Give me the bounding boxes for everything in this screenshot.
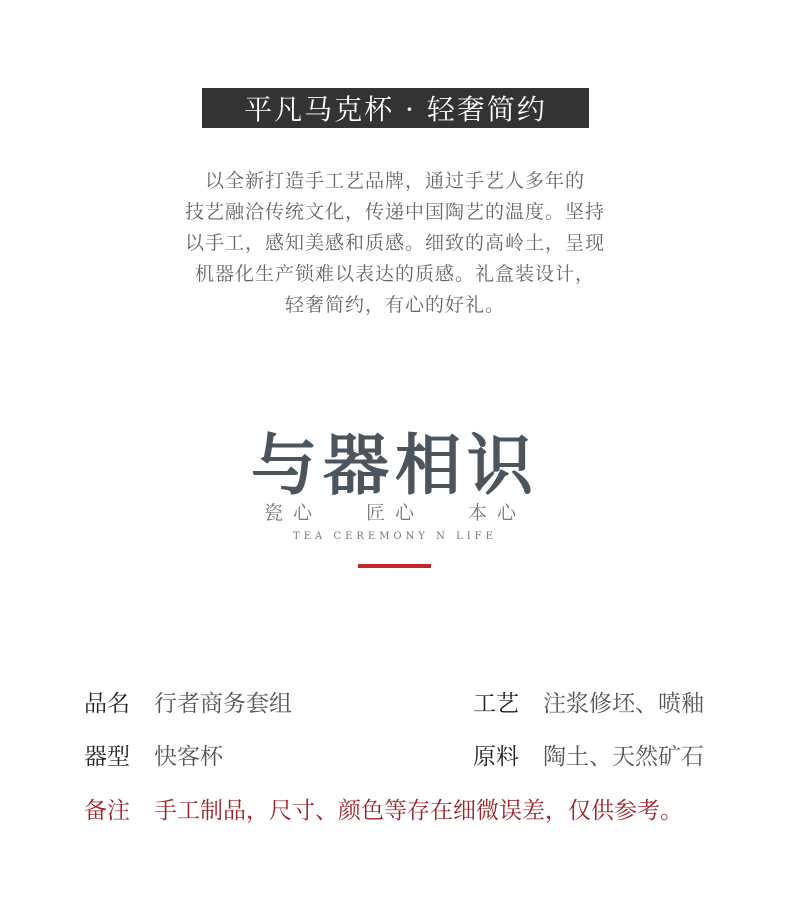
spec-key: 工艺 (473, 691, 519, 717)
tagline-item: 瓷心 (263, 502, 322, 524)
title-banner (202, 88, 589, 128)
intro-paragraph (140, 166, 650, 321)
spec-key: 器型 (84, 744, 130, 770)
intro-line: 以全新打造手工艺品牌，通过手艺人多年的 (204, 170, 585, 192)
spec-value: 快客杯 (154, 744, 223, 770)
spec-key: 原料 (473, 744, 519, 770)
section-headline: 与器相识 (251, 427, 539, 504)
spec-row (84, 738, 223, 771)
intro-line: 轻奢简约，有心的好礼。 (284, 294, 505, 316)
spec-row (473, 738, 704, 771)
accent-divider (358, 564, 431, 568)
spec-row (473, 685, 704, 718)
remark-row (84, 792, 683, 825)
intro-line: 技艺融洽传统文化，传递中国陶艺的温度。坚持 (184, 201, 605, 223)
page-title: 平凡马克杯 · 轻奢简约 (244, 93, 547, 126)
remark-key: 备注 (84, 798, 130, 824)
tagline-item: 匠心 (365, 502, 424, 524)
remark-value: 手工制品，尺寸、颜色等存在细微误差，仅供参考。 (154, 798, 683, 824)
spec-value: 行者商务套组 (154, 691, 292, 717)
tagline-english: TEA CEREMONY N LIFE (293, 531, 497, 542)
tagline (0, 498, 790, 525)
tagline-item: 本心 (468, 502, 527, 524)
spec-key: 品名 (84, 691, 130, 717)
spec-value: 陶土、天然矿石 (543, 744, 704, 770)
spec-row (84, 685, 292, 718)
intro-line: 以手工，感知美感和质感。细致的高岭土，呈现 (184, 232, 605, 254)
intro-line: 机器化生产锁难以表达的质感。礼盒装设计， (194, 263, 595, 285)
spec-value: 注浆修坯、喷釉 (543, 691, 704, 717)
